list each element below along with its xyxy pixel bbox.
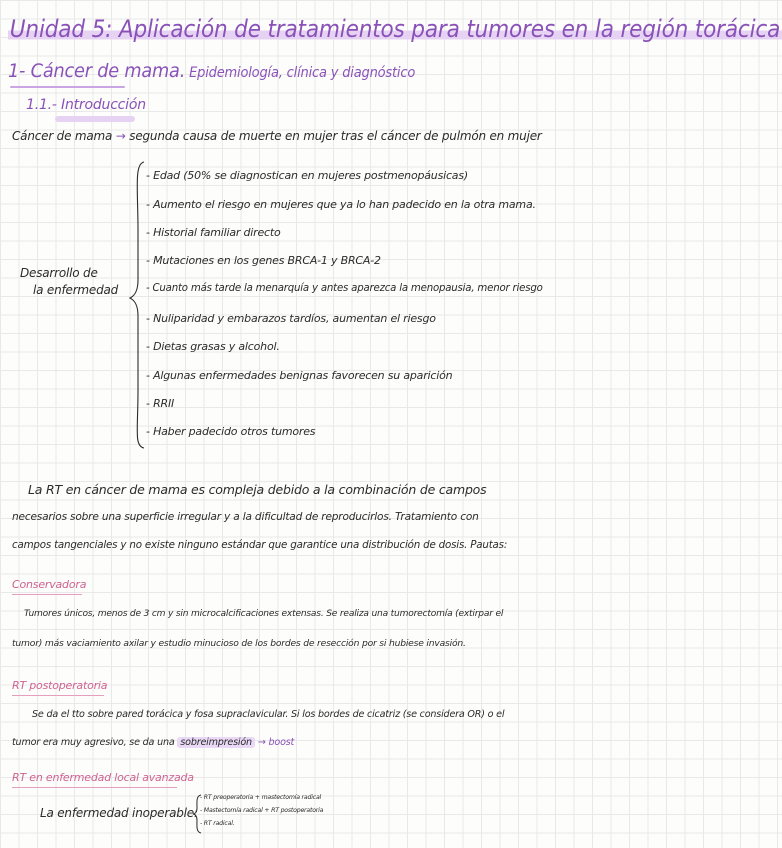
section-underline (10, 86, 125, 88)
rt-paragraph-line: La RT en cáncer de mama es compleja debido a la combinación de campos (28, 482, 487, 497)
conservadora-underline (12, 594, 82, 595)
development-label-line2: la enfermedad (33, 283, 119, 297)
advanced-lead: La enfermedad inoperable: (40, 806, 198, 820)
arrow-icon: → (257, 737, 266, 748)
page-title: Unidad 5: Aplicación de tratamientos para tumores en la región torácica (9, 15, 781, 43)
advanced-option: - RT radical. (200, 820, 235, 827)
conservadora-line: tumor) más vaciamiento axilar y estudio minucioso de los bordes de resección por si hubiese invasión. (12, 638, 466, 649)
section-heading (8, 60, 415, 82)
postop-line1: Se da el tto sobre pared torácica y fosa supraclavicular. Si los bordes de cicatriz (se considera OR) o el (32, 709, 505, 720)
development-item: - Historial familiar directo (146, 226, 281, 239)
boost-label: boost (265, 737, 295, 748)
development-label-line1: Desarrollo de (20, 266, 98, 280)
subsection-heading: 1.1.- Introducción (26, 97, 146, 113)
development-item: - Edad (50% se diagnostican en mujeres postmenopáusicas) (146, 169, 468, 182)
development-item: - Dietas grasas y alcohol. (146, 340, 280, 353)
intro-line (12, 129, 542, 143)
sobreimpresion-highlight: sobreimpresión (177, 737, 255, 748)
section-number: 1- (8, 60, 31, 82)
development-item: - Mutaciones en los genes BRCA-1 y BRCA-2 (146, 254, 381, 267)
postop-line2-prefix: tumor era muy agresivo, se da una (12, 737, 178, 748)
section-main-title: Cáncer de mama. (30, 60, 186, 82)
postop-heading: RT postoperatoria (12, 679, 108, 692)
postop-line2 (12, 737, 294, 748)
conservadora-line: Tumores únicos, menos de 3 cm y sin microcalcificaciones extensas. Se realiza una tumorectomía (extirpar el (24, 609, 504, 619)
advanced-option: - RT preoperatoria + mastectomía radical (200, 794, 322, 801)
arrow-icon: → (115, 129, 126, 143)
development-item: - Cuanto más tarde la menarquía y antes aparezca la menopausia, menor riesgo (146, 283, 543, 294)
advanced-option: - Mastectomía radical + RT postoperatoria (200, 807, 324, 814)
intro-prefix: Cáncer de mama (12, 129, 113, 143)
development-item: - Nuliparidad y embarazos tardíos, aumentan el riesgo (146, 312, 436, 325)
advanced-heading: RT en enfermedad local avanzada (12, 771, 194, 784)
section-subtitle: Epidemiología, clínica y diagnóstico (185, 65, 416, 81)
development-item: - Algunas enfermedades benignas favorecen su aparición (146, 369, 453, 382)
brace-icon (128, 160, 148, 450)
development-item: - Aumento el riesgo en mujeres que ya lo han padecido en la otra mama. (146, 198, 536, 211)
subsection-highlight (55, 116, 135, 122)
rt-paragraph-line: campos tangenciales y no existe ninguno estándar que garantice una distribución de dosis. Pautas: (12, 539, 508, 551)
postop-underline (12, 695, 104, 696)
rt-paragraph-line: necesarios sobre una superficie irregular y a la dificultad de reproducirlos. Tratamiento con (12, 511, 479, 523)
development-item: - RRII (146, 397, 175, 410)
development-item: - Haber padecido otros tumores (146, 425, 316, 438)
conservadora-heading: Conservadora (12, 578, 87, 591)
intro-suffix: segunda causa de muerte en mujer tras el cáncer de pulmón en mujer (125, 129, 542, 143)
advanced-underline (12, 787, 177, 788)
